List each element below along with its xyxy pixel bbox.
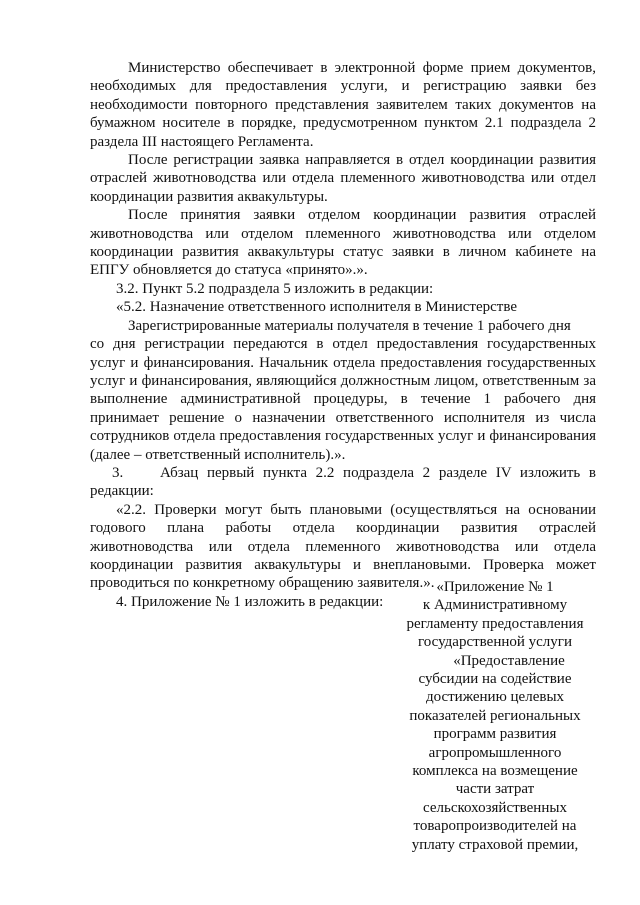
appendix-line: показателей региональных [409, 707, 581, 724]
appendix-line: «Предоставление [453, 652, 565, 669]
appendix-line: части затрат [455, 781, 535, 798]
appendix-line: государственной услуги [418, 634, 572, 651]
appendix-line: программ развития [433, 726, 557, 743]
paragraph-amendment-3-2: 3.2. Пункт 5.2 подраздела 5 изложить в редакции: [116, 280, 434, 297]
appendix-line: сельскохозяйственных [423, 799, 567, 816]
paragraph-registration-routing: После регистрации заявка направляется в отдел координации развития отраслей животноводства или отдела племенного животноводства или отдел координации развития аквакультуры. [90, 152, 596, 205]
appendix-line: субсидии на содействие [418, 671, 572, 688]
appendix-line: уплату страховой премии, [411, 836, 579, 853]
appendix-line: товаропроизводителей на [413, 818, 577, 835]
appendix-header [395, 578, 595, 854]
appendix-line: достижению целевых [425, 689, 565, 706]
item-number: 3. [112, 464, 124, 481]
appendix-line: «Приложение № 1 [436, 579, 554, 595]
appendix-line: к Административному [422, 597, 568, 614]
paragraph-status-update: После принятия заявки отделом координации развития отраслей животноводства или отделом племенного животноводства или отделом координации развития аквакультуры статус заявки в личном кабинете на ЕПГУ обновляется до статуса «принято».». [90, 207, 596, 279]
paragraph-registered-materials: Зарегистрированные материалы получателя в течение 1 рабочего дня [128, 317, 571, 334]
paragraph-inspections: «2.2. Проверки могут быть плановыми (осуществляться на основании годового плана работы отдела координации развития отраслей животноводства или отдела племенного животноводства или отдела координации развития аквакультуры и внеплановыми. Проверка может проводиться по конкретному обращению заявителя.». [90, 501, 596, 592]
paragraph-appendix-amendment: 4. Приложение № 1 изложить в редакции: [116, 593, 384, 610]
appendix-line: регламенту предоставления [406, 615, 584, 632]
paragraph-amendment-3 [90, 464, 596, 501]
appendix-line: комплекса на возмещение [412, 763, 578, 780]
paragraph-section-5-2-heading: «5.2. Назначение ответственного исполнителя в Министерстве [116, 299, 518, 316]
paragraph-amendment-3-text: Абзац первый пункта 2.2 подраздела 2 разделе IV изложить в редакции: [90, 464, 596, 500]
paragraph-responsible-executor: со дня регистрации передаются в отдел предоставления государственных услуг и финансирования. Начальник отдела предоставления государственных услуг и финансирования, являющийся должностным лицом, ответственным за выполнение административной процедуры, в течение 1 рабочего дня принимает решение о назначении ответственного исполнителя из числа сотрудников отдела предоставления государственных услуг и финансирования (далее – ответственный исполнитель).». [90, 336, 596, 463]
document-body [90, 59, 596, 611]
paragraph-electronic-acceptance: Министерство обеспечивает в электронной форме прием документов, необходимых для предоставления услуги, и регистрацию заявки без необходимости повторного представления заявителем таких документов на бумажном носителе в порядке, предусмотренном пунктом 2.1 подраздела 2 раздела III настоящего Регламента. [90, 60, 596, 150]
appendix-line: агропромышленного [428, 744, 562, 761]
